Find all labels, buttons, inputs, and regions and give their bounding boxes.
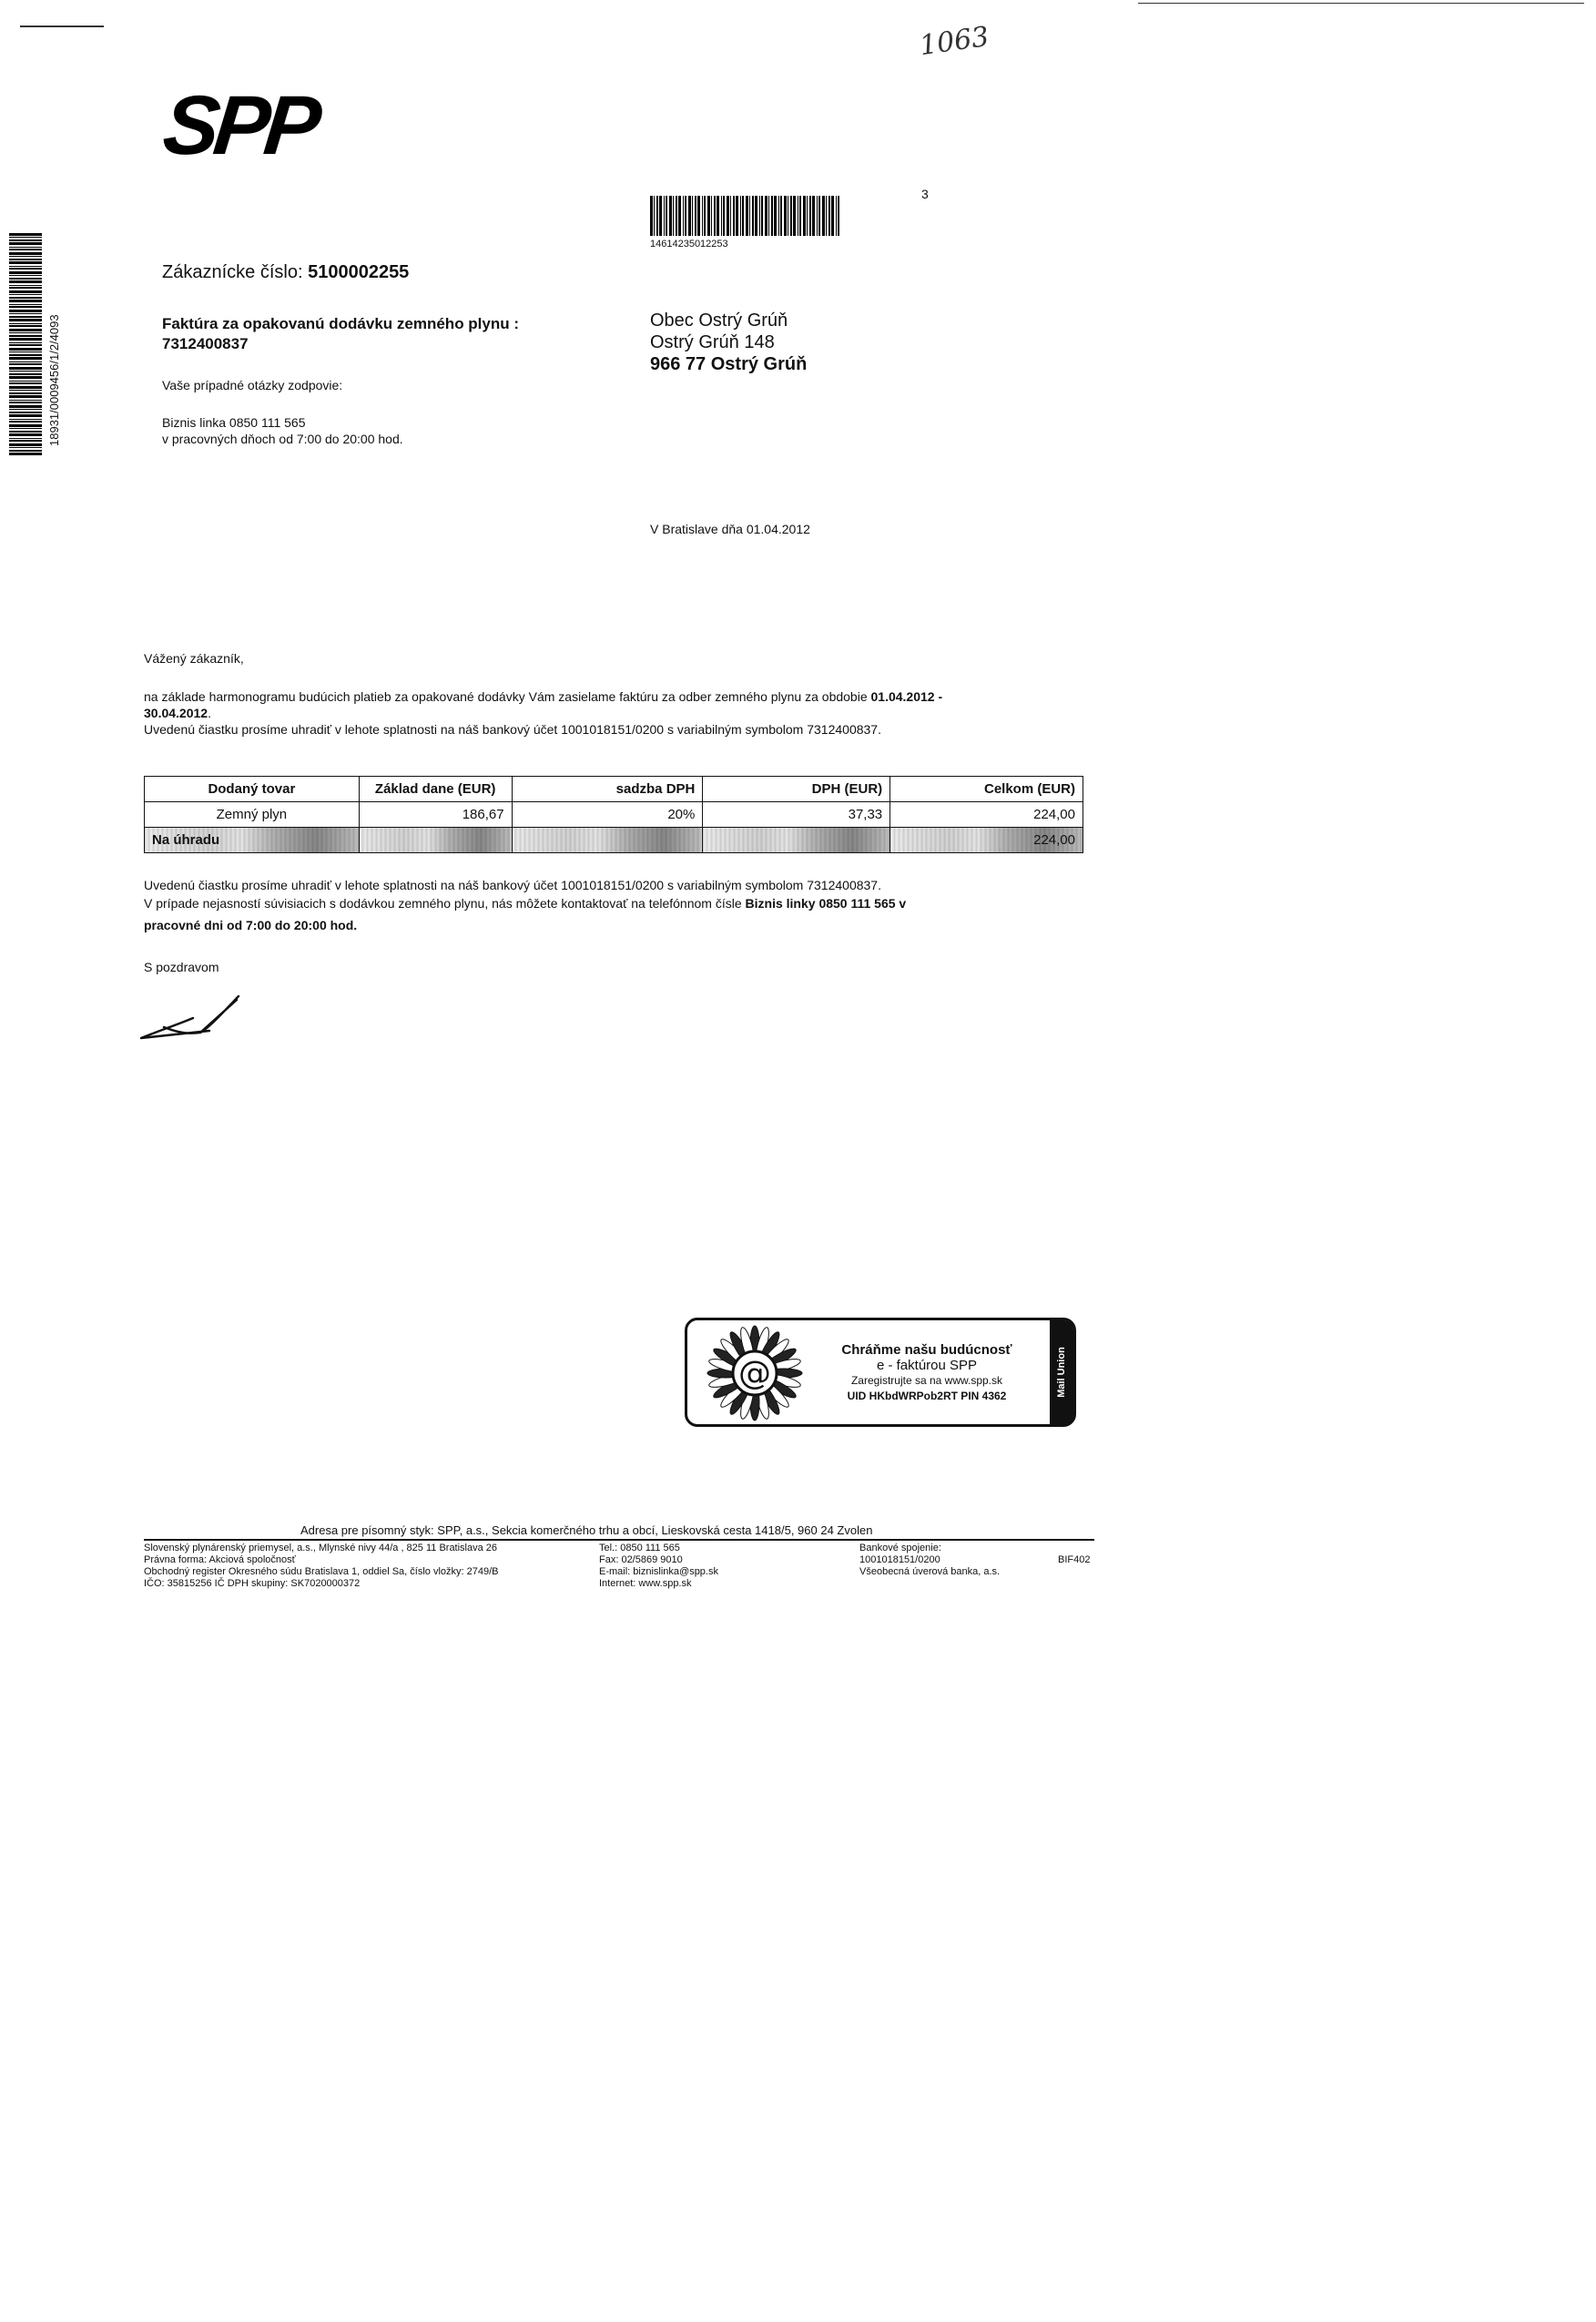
barcode-bar [768,196,769,236]
column-header-total: Celkom (EUR) [890,777,1083,802]
footer-line-col3-1: 1001018151/0200 [859,1554,940,1565]
barcode-bar [752,196,754,236]
barcode-bar [673,196,674,236]
barcode-bar [9,294,42,295]
footer-company-info [144,1543,499,1590]
barcode-bar [9,233,42,236]
barcode-bar [727,196,729,236]
total-row [145,828,1083,853]
barcode-bar [9,409,42,410]
barcode-bar [9,344,42,346]
barcode-bar [9,261,42,264]
barcode-bar [678,196,681,236]
barcode-bar [9,433,42,436]
flower-at-icon [706,1324,804,1422]
cell-item: Zemný plyn [145,802,360,828]
barcode-bar [9,338,42,341]
footer-bank-info [859,1543,1000,1578]
footer-line-col2-3: Internet: www.spp.sk [599,1578,692,1589]
hotline-phone: Biznis linka 0850 111 565 [162,415,306,430]
barcode-bar [9,414,42,417]
promo-headline: Chráňme našu budúcnosť [841,1342,1012,1358]
barcode-bar [9,376,42,379]
barcode-bar [771,196,773,236]
table-row [145,802,1083,828]
barcode-bar [9,247,42,248]
barcode-bar [9,285,42,286]
barcode-bar [9,313,42,314]
barcode-bar [9,239,42,241]
barcode-bar [702,196,703,236]
invoice-heading-title: Faktúra za opakovanú dodávku zemného plynu : [162,315,520,332]
barcode-number: 14614235012253 [650,239,728,250]
barcode-bar [650,196,653,236]
barcode-bar [9,363,42,365]
period-start: 01.04.2012 - [870,689,943,704]
barcode-bar [9,438,42,439]
barcode-bar [9,237,42,238]
barcode-bar [9,428,42,429]
barcode-bar [9,357,42,360]
barcode-bar [9,431,42,433]
barcode-bar [9,256,42,257]
period-end-suffix: . [208,706,211,720]
barcode-bar [659,196,662,236]
barcode-bar [9,319,42,321]
barcode-bar [9,395,42,398]
total-label: Na úhradu [145,828,360,853]
total-empty-2 [512,828,703,853]
invoice-heading-number: 7312400837 [162,335,249,352]
promo-text [824,1342,1030,1404]
barcode-bar [717,196,719,236]
barcode-bar [9,323,42,324]
after-table-text [144,876,1109,934]
barcode-bar [666,196,667,236]
side-barcode [9,233,42,463]
barcode-bar [711,196,712,236]
barcode-bar [697,196,700,236]
barcode-bar [740,196,741,236]
barcode-bar [9,371,42,372]
barcode-bar [9,268,42,270]
barcode-bar [749,196,750,236]
questions-label: Vaše prípadné otázky zodpovie: [162,378,343,392]
barcode-bar [9,419,42,420]
barcode-bar [9,290,42,293]
side-code: 18931/0009456/1/2/4093 [47,314,61,446]
barcode-bar [9,354,42,356]
barcode-bar [803,196,806,236]
column-header-item: Dodaný tovar [145,777,360,802]
barcode-bar [9,382,42,384]
barcode-bar [9,381,42,382]
footer-line-col1-3: IČO: 35815256 IČ DPH skupiny: SK7020000372 [144,1578,361,1589]
barcode-bar [817,196,818,236]
barcode-bar [818,196,820,236]
spp-logo: SPP [158,79,320,172]
barcode-bar [9,335,42,337]
barcode-bar [9,310,42,312]
intro-line [144,688,1100,705]
closing: S pozdravom [144,960,219,974]
barcode-bar [9,351,42,352]
cell-total: 224,00 [890,802,1083,828]
barcode-bar [759,196,760,236]
customer-number-line [162,262,409,283]
mail-union-label: Mail Union [1056,1347,1067,1398]
page-number: 3 [921,187,929,201]
barcode-bar [704,196,706,236]
barcode-bar [812,196,815,236]
promo-subline: e - faktúrou SPP [876,1358,978,1373]
recipient-city: 966 77 Ostrý Grúň [650,354,808,374]
payment-repeat: Uvedenú čiastku prosíme uhradiť v lehote splatnosti na náš bankový účet 1001018151/0200 s variabilným symbolom 7312400837. [144,878,881,892]
barcode-bar [9,306,42,308]
invoice-table [144,776,1083,853]
barcode-bar [9,367,42,370]
barcode-bar [828,196,830,236]
barcode-bar [765,196,768,236]
barcode-bar [9,304,42,305]
barcode-bar [685,196,686,236]
barcode-bar [9,271,42,274]
barcode-bar [831,196,834,236]
barcode-bar [790,196,792,236]
barcode-bar [9,402,42,403]
barcode-bar [9,287,42,289]
period-end: 30.04.2012 [144,706,208,720]
barcode-bar [669,196,672,236]
footer-line-col2-1: Fax: 02/5869 9010 [599,1554,683,1565]
barcode-bar [9,325,42,327]
cell-vat: 37,33 [703,802,890,828]
barcode-bar [664,196,665,236]
barcode-bar [9,440,42,442]
barcode-bar [9,259,42,260]
barcode-bar [733,196,735,236]
barcode-bar [780,196,782,236]
barcode-bar [688,196,691,236]
barcode-bar [826,196,827,236]
barcode-bar [9,386,42,389]
barcode-bar [799,196,801,236]
barcode-bar [746,196,748,236]
barcode-bar [714,196,716,236]
barcode-bar [9,275,42,276]
contact-text: V prípade nejasností súvisiacich s dodávkou zemného plynu, nás môžete kontaktovať na telefónnom čísle [144,896,746,911]
cell-rate: 20% [512,802,703,828]
recipient-street: Ostrý Grúň 148 [650,332,775,352]
barcode-bar [807,196,808,236]
barcode-bar [723,196,725,236]
barcode-bar [822,196,825,236]
recipient-address [650,310,807,375]
barcode-bar [9,447,42,448]
total-value: 224,00 [890,828,1083,853]
footer-rule [144,1539,1094,1541]
intro-text: na základe harmonogramu budúcich platieb za opakované dodávky Vám zasielame faktúru za odber zemného plynu za obdobie [144,689,871,704]
footer-line-col3-0: Bankové spojenie: [859,1543,941,1553]
footer-line-col1-1: Právna forma: Akciová spoločnosť [144,1554,296,1565]
barcode-bar [9,453,42,455]
barcode-bar [9,278,42,280]
intro-paragraph [144,688,1100,738]
barcode-bar [9,421,42,423]
barcode-bar [736,196,738,236]
barcode-bar [9,405,42,408]
barcode-bar [692,196,693,236]
barcode-bar [9,242,42,245]
barcode-bar [730,196,731,236]
barcode-bar [9,392,42,394]
barcode-bar [774,196,777,236]
barcode-bar [9,266,42,267]
cell-base: 186,67 [359,802,512,828]
barcode-bar [9,332,42,333]
barcode-bar [9,390,42,391]
barcode-bar [9,252,42,255]
barcode-bar [9,297,42,299]
barcode-bar [9,342,42,343]
barcode-bar [654,196,655,236]
place-date: V Bratislave dňa 01.04.2012 [650,522,810,536]
promo-register: Zaregistrujte sa na www.spp.sk [850,1374,1003,1387]
form-code: BIF402 [1058,1554,1091,1565]
column-header-base: Základ dane (EUR) [359,777,512,802]
invoice-heading [162,314,519,354]
barcode-bar [9,373,42,375]
customer-number: 5100002255 [308,262,410,282]
contact-hours: pracovné dni od 7:00 do 20:00 hod. [144,918,358,932]
contact-line [144,894,1109,912]
barcode-bar [838,196,839,236]
barcode-bar [784,196,787,236]
payment-instruction: Uvedenú čiastku prosíme uhradiť v lehote splatnosti na náš bankový účet 1001018151/0200 s variabilným symbolom 7312400837. [144,722,881,737]
handwritten-note: 1063 [917,20,991,63]
barcode-bar [9,280,42,283]
barcode-bar [9,249,42,250]
top-left-rule [20,25,104,27]
intro-period-end-line [144,705,1100,721]
total-empty-1 [359,828,512,853]
document-barcode [650,196,845,236]
barcode-bar [9,316,42,318]
column-header-vat: DPH (EUR) [703,777,890,802]
barcode-bar [9,329,42,331]
recipient-name: Obec Ostrý Grúň [650,311,788,331]
barcode-bar [683,196,684,236]
salutation: Vážený zákazník, [144,651,244,666]
total-empty-3 [703,828,890,853]
barcode-bar [9,412,42,413]
hotline-info [162,414,403,447]
footer-contact-info [599,1543,718,1590]
promo-credentials: UID HKbdWRPob2RT PIN 4362 [847,1390,1007,1402]
footer-line-col1-2: Obchodný register Okresného súdu Bratislava 1, oddiel Sa, číslo vložky: 2749/B [144,1566,499,1577]
customer-number-label: Zákaznícke číslo: [162,262,303,282]
footer-line-col2-0: Tel.: 0850 111 565 [599,1543,680,1553]
e-invoice-promo [685,1318,1076,1427]
barcode-bar [707,196,710,236]
barcode-bar [9,348,42,351]
barcode-bar [755,196,757,236]
barcode-bar [676,196,677,236]
column-header-rate: sadzba DPH [512,777,703,802]
barcode-bar [9,400,42,401]
barcode-bar [793,196,796,236]
footer-address: Adresa pre písomný styk: SPP, a.s., Sekcia komerčného trhu a obcí, Lieskovská cesta 1418/5, 960 24 Zvolen [300,1523,873,1537]
barcode-bar [695,196,696,236]
barcode-bar [809,196,811,236]
footer-line-col3-2: Všeobecná úverová banka, a.s. [859,1566,1001,1577]
mail-union-badge [1050,1320,1073,1424]
barcode-bar [836,196,837,236]
top-right-rule [1138,3,1584,4]
footer-line-col1-0: Slovenský plynárenský priemysel, a.s., Mlynské nivy 44/a , 825 11 Bratislava 26 [144,1543,498,1553]
barcode-bar [761,196,763,236]
barcode-bar [9,424,42,427]
barcode-bar [778,196,779,236]
at-symbol: @ [738,1355,771,1392]
barcode-bar [656,196,658,236]
barcode-bar [9,443,42,446]
footer-line-col2-2: E-mail: biznislinka@spp.sk [599,1566,718,1577]
contact-hotline: Biznis linky 0850 111 565 v [745,896,907,911]
table-header-row [145,777,1083,802]
barcode-bar [742,196,744,236]
signature [137,993,264,1047]
barcode-bar [9,450,42,452]
barcode-bar [9,300,42,302]
barcode-bar [721,196,722,236]
hotline-hours: v pracovných dňoch od 7:00 do 20:00 hod. [162,432,403,446]
